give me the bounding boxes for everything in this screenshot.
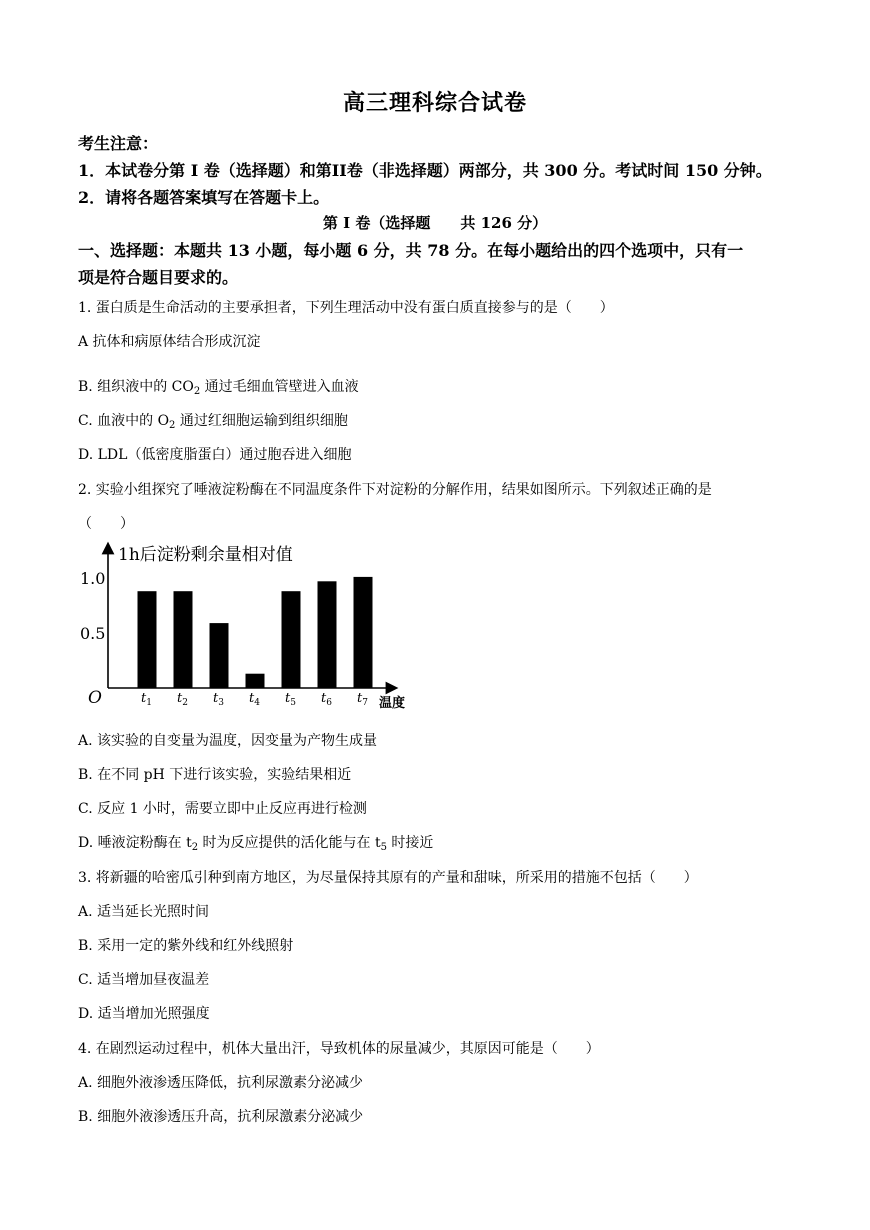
- bar-t5: [282, 591, 301, 688]
- question-2-option-a: A. 该实验的自变量为温度，因变量为产物生成量: [78, 733, 378, 749]
- question-4-option-b: B. 细胞外液渗透压升高，抗利尿激素分泌减少: [78, 1109, 364, 1125]
- question-1-option-a: A 抗体和病原体结合形成沉淀: [78, 334, 261, 350]
- bar-chart: [78, 540, 423, 715]
- bar-t4: [246, 674, 265, 688]
- question-1-option-d: D. LDL（低密度脂蛋白）通过胞吞进入细胞: [78, 447, 352, 463]
- x-tick-label: $t_3$: [213, 691, 224, 708]
- question-3-option-a: A. 适当延长光照时间: [78, 904, 210, 920]
- question-3-stem: 3. 将新疆的哈密瓜引种到南方地区，为尽量保持其原有的产量和甜味，所采用的措施不包括（ ）: [78, 870, 698, 886]
- x-tick-label: $t_1$: [141, 691, 152, 708]
- y-axis-label: 1h后淀粉剩余量相对值: [118, 545, 293, 565]
- origin-label: O: [88, 688, 102, 708]
- question-2-option-b: B. 在不同 pH 下进行该实验，实验结果相近: [78, 767, 352, 783]
- bar-t1: [138, 591, 157, 688]
- part1-instructions-line1: 一、选择题：本题共 13 小题，每小题 6 分，共 78 分。在每小题给出的四个选项中，只有一: [78, 241, 744, 260]
- question-3-option-b: B. 采用一定的紫外线和红外线照射: [78, 938, 294, 954]
- notice-heading: 考生注意：: [78, 134, 159, 153]
- question-2-stem-cont: （ ）: [78, 516, 134, 532]
- bar-t2: [174, 591, 193, 688]
- y-tick-label: 0.5: [80, 624, 106, 643]
- x-tick-label: $t_2$: [177, 691, 188, 708]
- question-4-option-a: A. 细胞外液渗透压降低，抗利尿激素分泌减少: [78, 1075, 364, 1091]
- y-tick-label: 1.0: [80, 569, 106, 588]
- notice-item-2: 2．请将各题答案填写在答题卡上。: [78, 188, 330, 207]
- question-2-option-d: D. 唾液淀粉酶在 $t_2$ 时为反应提供的活化能与在 $t_5$ 时接近: [78, 835, 434, 853]
- x-tick-label: $t_5$: [285, 691, 296, 708]
- part1-instructions-line2: 项是符合题目要求的。: [78, 268, 239, 287]
- bar-t3: [210, 623, 229, 688]
- section-title: 第 I 卷（选择题 共 126 分）: [322, 214, 548, 232]
- x-tick-label: $t_4$: [249, 691, 260, 708]
- question-2-option-c: C. 反应 1 小时，需要立即中止反应再进行检测: [78, 801, 367, 817]
- page-title: 高三理科综合试卷: [342, 90, 527, 116]
- bar-t7: [354, 577, 373, 688]
- question-1-option-b: B. 组织液中的 $CO_2$ 通过毛细血管壁进入血液: [78, 379, 359, 397]
- notice-item-1: 1．本试卷分第 I 卷（选择题）和第II卷（非选择题）两部分，共 300 分。考试时间 150 分钟。: [78, 161, 772, 180]
- question-1-option-c: C. 血液中的 $O_2$ 通过红细胞运输到组织细胞: [78, 413, 348, 431]
- question-4-stem: 4. 在剧烈运动过程中，机体大量出汗，导致机体的尿量减少，其原因可能是（ ）: [78, 1041, 600, 1057]
- x-axis-label: 温度: [379, 696, 406, 711]
- x-tick-label: $t_7$: [357, 691, 368, 708]
- bar-t6: [318, 581, 337, 688]
- question-1-stem: 1. 蛋白质是生命活动的主要承担者，下列生理活动中没有蛋白质直接参与的是（ ）: [78, 300, 614, 316]
- question-2-stem: 2. 实验小组探究了唾液淀粉酶在不同温度条件下对淀粉的分解作用，结果如图所示。下列叙述正确的是: [78, 482, 712, 498]
- question-3-option-c: C. 适当增加昼夜温差: [78, 972, 210, 988]
- question-3-option-d: D. 适当增加光照强度: [78, 1006, 210, 1022]
- x-tick-label: $t_6$: [321, 691, 332, 708]
